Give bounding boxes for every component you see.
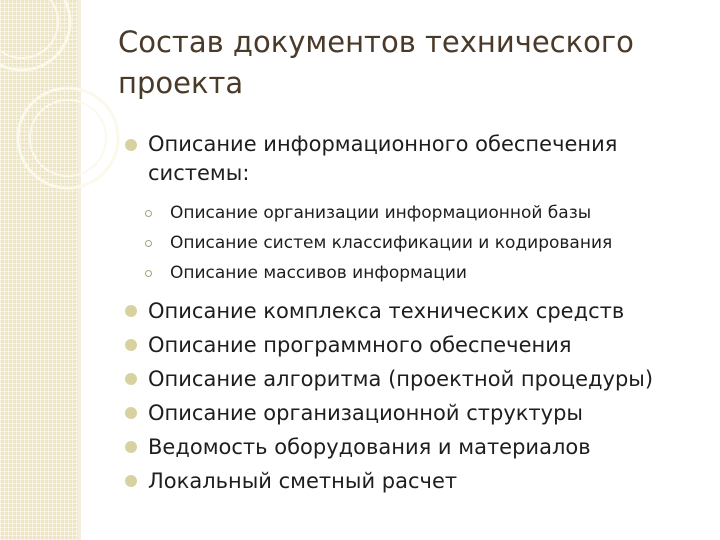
sub-list [125, 198, 705, 288]
sub-list-item [125, 228, 705, 258]
list-item [125, 464, 705, 498]
list-item [125, 362, 705, 396]
bullet-icon [125, 441, 137, 453]
sub-list-item-text: Описание массивов информации [170, 263, 467, 283]
list-item [125, 130, 705, 188]
bullet-icon [125, 407, 137, 419]
bullet-icon [125, 305, 137, 317]
ring-bullet-icon [145, 210, 152, 217]
slide-title: Состав документов технического проекта [118, 25, 634, 100]
list-item [125, 294, 705, 328]
sub-list-item-text: Описание систем классификации и кодирования [170, 233, 613, 253]
list-item-text: Описание организационной структуры [148, 401, 584, 425]
bullet-icon [125, 339, 137, 351]
bullet-list [125, 130, 705, 498]
decorative-circles [0, 0, 120, 230]
sub-list-item [125, 258, 705, 288]
bullet-icon [125, 139, 137, 151]
sub-list-item [125, 198, 705, 228]
list-item-text: Описание алгоритма (проектной процедуры) [148, 367, 654, 391]
list-item [125, 396, 705, 430]
list-item-text: Описание информационного обеспечения системы: [148, 132, 618, 185]
sub-list-item-text: Описание организации информационной базы [170, 203, 592, 223]
list-item [125, 430, 705, 464]
list-item-text: Описание программного обеспечения [148, 333, 572, 357]
list-item-text: Описание комплекса технических средств [148, 299, 625, 323]
bullet-icon [125, 475, 137, 487]
bullet-icon [125, 373, 137, 385]
ring-bullet-icon [145, 270, 152, 277]
list-item [125, 328, 705, 362]
list-item-text: Ведомость оборудования и материалов [148, 435, 591, 459]
list-item-text: Локальный сметный расчет [148, 469, 458, 493]
ring-bullet-icon [145, 240, 152, 247]
